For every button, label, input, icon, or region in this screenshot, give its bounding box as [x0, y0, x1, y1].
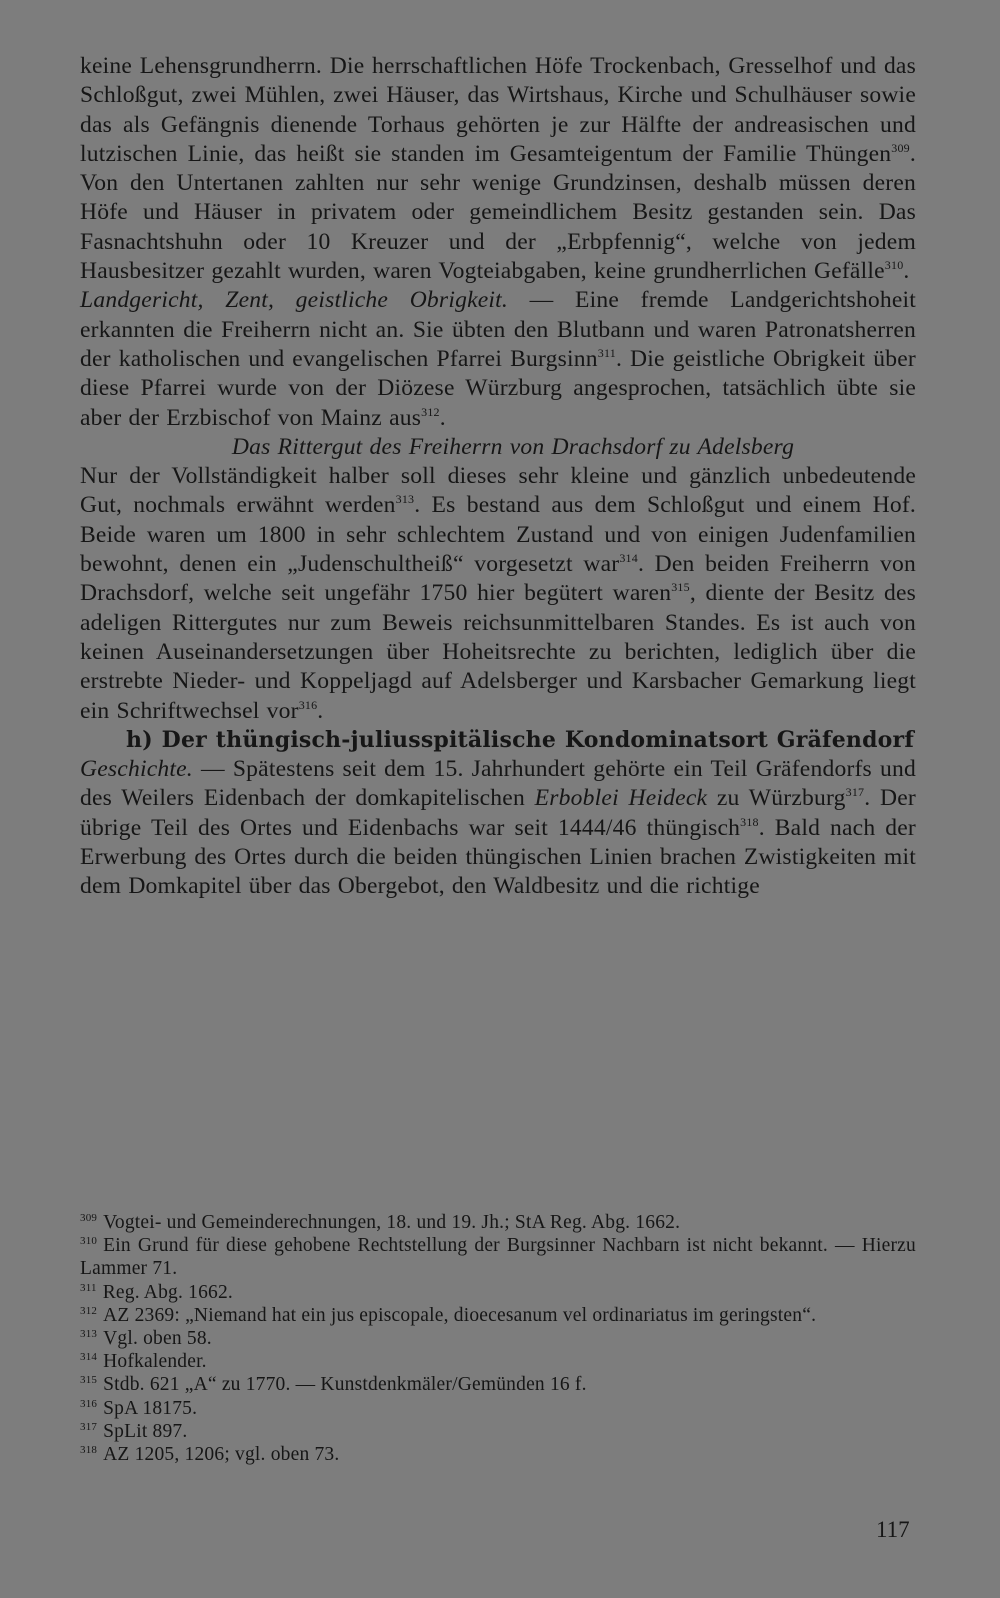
text-run: — Eine fremde Landgerichtshoheit erkannten die Freiherrn nicht an. Sie übten den Blutbann und waren Patronatsherren der katholischen und evangelischen Pfarrei Burgsinn — [80, 287, 917, 372]
footnote-text: AZ 2369: „Niemand hat ein jus episcopale, dioecesanum vel ordinariatus im geringsten“. — [103, 1304, 817, 1326]
footnote-number: 311 — [80, 1281, 97, 1294]
text-run: . Der übrige Teil des Ortes und Eidenbachs war seit 1444/46 thüngisch — [80, 785, 916, 841]
footnote-text: AZ 1205, 1206; vgl. oben 73. — [103, 1444, 340, 1466]
footnote-number: 318 — [80, 1444, 98, 1457]
footnote-ref: 317 — [845, 785, 865, 800]
section-heading-graefendorf: h) Der thüngisch-juliusspitälische Kondominatsort Gräfendorf — [126, 726, 915, 753]
footnote-number: 310 — [80, 1235, 98, 1248]
text-run: . Den beiden Freiherrn von Drachsdorf, welche seit ungefähr 1750 hier begütert waren — [80, 551, 916, 607]
text-run: , diente der Besitz des adeligen Rittergutes nur zum Beweis reichsunmittelbaren Standes. Es ist auch von keinen Auseinandersetzungen über Hoheitsrechte zu berichten, lediglich über die erstrebte Nieder- und Koppeljagd auf Adelsberger und Karsbacher Gemarkung liegt ein Schriftwechsel vor — [80, 580, 916, 724]
footnote — [80, 1350, 916, 1373]
footnote-number: 313 — [80, 1328, 98, 1341]
footnote-text: SpA 18175. — [103, 1397, 198, 1419]
footnote-number: 309 — [80, 1212, 98, 1224]
text-run: . Von den Untertanen zahlten nur sehr wenige Grundzinsen, deshalb müssen deren Höfe und Häuser in privatem oder gemeindlichem Besitz gestanden sein. Das Fasnachtshuhn oder 10 Kreuzer und der „Erbpfennig“, welche von jedem Hausbesitzer gezahlt wurden, waren Vogteiabgaben, keine grundherrlichen Gefälle — [80, 140, 916, 285]
footnotes — [80, 1211, 916, 1466]
text-run: keine Lehensgrundherrn. Die herrschaftlichen Höfe Trockenbach, Gresselhof und das Schloßgut, zwei Mühlen, zwei Häuser, das Wirtshaus, Kirche und Schulhäuser sowie das als Gefängnis dienende Torhaus gehörten je zur Hälfte der andreasischen und lutzischen Linie, das heißt sie standen im Gesamteigentum der Familie Thüngen — [80, 53, 916, 167]
footnote-ref: 310 — [884, 258, 904, 273]
text-run: — Spätestens seit dem 15. Jahrhundert gehörte ein Teil Gräfendorfs und des Weilers Eidenbach der domkapitelischen — [80, 756, 916, 812]
footnote — [80, 1234, 916, 1280]
footnote-text: SpLit 897. — [103, 1420, 188, 1442]
text-run: . — [317, 697, 324, 724]
footnote-text: Reg. Abg. 1662. — [102, 1281, 233, 1303]
emphasis-text: Erboblei Heideck — [534, 785, 708, 812]
footnote-text: Ein Grund für diese gehobene Rechtstellung der Burgsinner Nachbarn ist nicht bekannt. — Hierzu Lammer 71. — [80, 1235, 916, 1280]
footnote — [80, 1281, 916, 1304]
page-number: 117 — [876, 1517, 910, 1542]
footnote — [80, 1420, 916, 1443]
footnote-ref: 309 — [891, 140, 910, 155]
text-run: . Die geistliche Obrigkeit über diese Pfarrei wurde von der Diözese Würzburg angesprochen, tatsächlich übte sie aber der Erzbischof von Mainz aus — [80, 345, 916, 431]
footnote-ref: 318 — [740, 814, 759, 829]
footnote-number: 312 — [80, 1304, 98, 1317]
inline-heading: Landgericht, Zent, geistliche Obrigkeit. — [80, 287, 509, 314]
paragraph-3 — [80, 462, 916, 726]
main-text — [80, 52, 916, 902]
text-run: . — [439, 404, 446, 431]
footnote-number: 316 — [80, 1397, 98, 1410]
footnote — [80, 1443, 916, 1466]
footnote-ref: 316 — [298, 697, 318, 712]
footnote-number: 317 — [80, 1420, 98, 1433]
footnote — [80, 1211, 916, 1234]
text-run: . — [903, 258, 910, 285]
footnote-ref: 315 — [671, 580, 690, 595]
footnote-ref: 314 — [619, 551, 638, 566]
footnote — [80, 1397, 916, 1420]
footnote-number: 315 — [80, 1374, 98, 1387]
section-heading-drachsdorf: Das Rittergut des Freiherrn von Drachsdorf zu Adelsberg — [231, 433, 795, 460]
footnote-number: 314 — [80, 1351, 98, 1364]
paragraph-4 — [80, 755, 916, 901]
footnote-text: Vgl. oben 58. — [103, 1328, 212, 1350]
footnote-text: Vogtei- und Gemeinderechnungen, 18. und 19. Jh.; StA Reg. Abg. 1662. — [103, 1212, 681, 1233]
text-run: Nur der Vollständigkeit halber soll dieses sehr kleine und gänzlich unbedeutende Gut, nochmals erwähnt werden — [80, 463, 916, 519]
footnote-text: Hofkalender. — [103, 1351, 207, 1373]
footnote — [80, 1373, 916, 1396]
footnote-ref: 311 — [597, 345, 616, 360]
paragraph-1 — [80, 52, 916, 286]
paragraph-2 — [80, 286, 916, 432]
footnote-text: Stdb. 621 „A“ zu 1770. — Kunstdenkmäler/Gemünden 16 f. — [103, 1374, 587, 1396]
text-run: zu Würzburg — [707, 785, 846, 812]
text-run: . Es bestand aus dem Schloßgut und einem Hof. Beide waren um 1800 in sehr schlechtem Zustand und von einigen Judenfamilien bewohnt, denen ein „Judenschultheiß“ vorgesetzt war — [80, 492, 916, 578]
text-run: . Bald nach der Erwerbung des Ortes durch die beiden thüngischen Linien brachen Zwistigkeiten mit dem Domkapitel über das Obergebot, den Waldbesitz und die richtige — [80, 814, 916, 900]
footnote — [80, 1327, 916, 1350]
inline-heading: Geschichte. — [80, 756, 193, 783]
footnote — [80, 1304, 916, 1327]
footnote-ref: 313 — [395, 492, 415, 507]
footnote-ref: 312 — [421, 404, 440, 419]
